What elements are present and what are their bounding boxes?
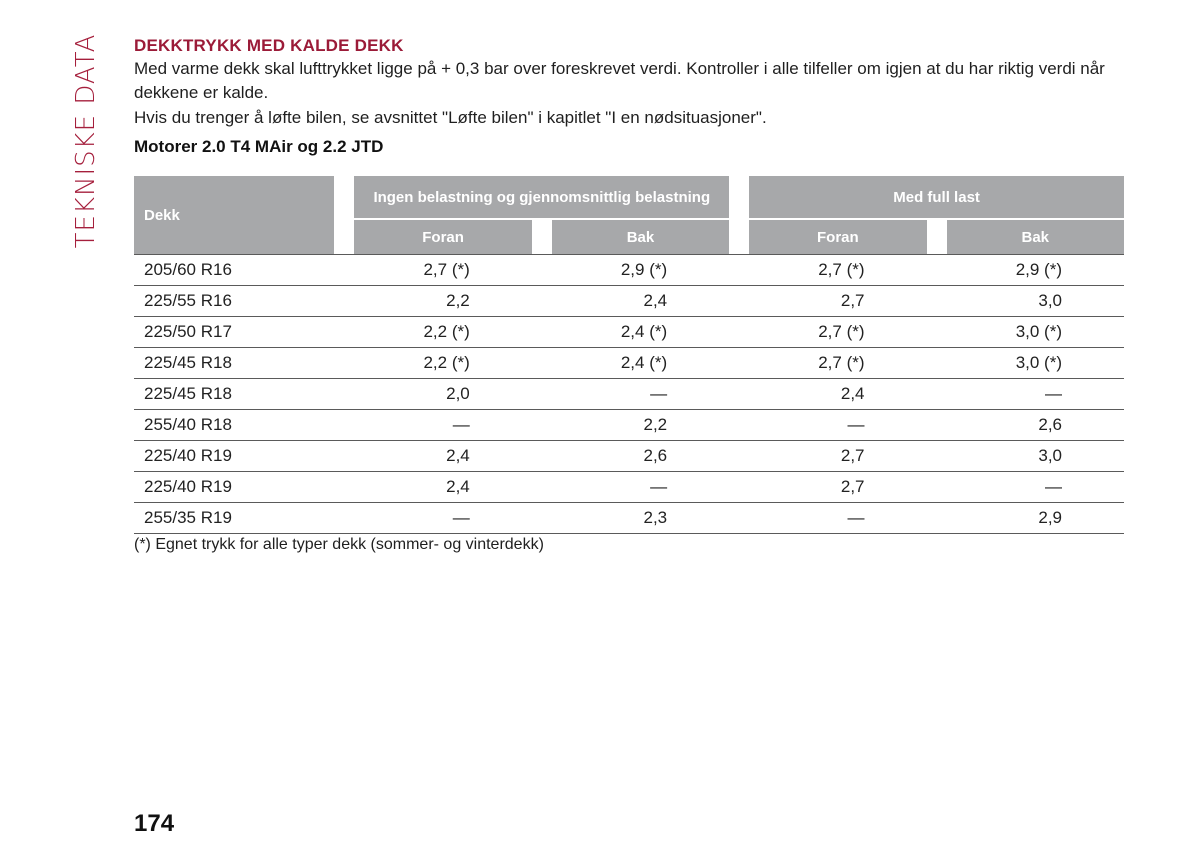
value-cell: 2,2	[552, 410, 729, 441]
value-cell: 2,9	[947, 503, 1124, 534]
table-header-row	[134, 176, 1124, 220]
value-cell: 2,2 (*)	[354, 317, 531, 348]
value-cell: 3,0 (*)	[947, 317, 1124, 348]
table-row	[134, 317, 1124, 348]
value-cell: —	[552, 379, 729, 410]
paragraph-lift-car: Hvis du trenger å løfte bilen, se avsnittet "Løfte bilen" i kapitlet "I en nødsituasjoner".	[134, 108, 767, 127]
value-cell: —	[947, 472, 1124, 503]
table-row	[134, 441, 1124, 472]
table-row	[134, 410, 1124, 441]
value-cell: —	[749, 503, 926, 534]
value-cell: 2,9 (*)	[552, 254, 729, 286]
value-cell: 2,6	[552, 441, 729, 472]
value-cell: 2,7	[749, 286, 926, 317]
engine-subheading: Motorer 2.0 T4 MAir og 2.2 JTD	[134, 137, 384, 156]
paragraph-warm-tires: Med varme dekk skal lufttrykket ligge på + 0,3 bar over foreskrevet verdi. Kontroller i alle tilfeller om igjen at du har riktig verdi når dekkene er kalde.	[134, 59, 1105, 102]
subheader-front: Foran	[354, 220, 531, 254]
value-cell: 2,2 (*)	[354, 348, 531, 379]
value-cell: 2,2	[354, 286, 531, 317]
section-side-tab	[66, 33, 106, 249]
table-row	[134, 379, 1124, 410]
value-cell: 2,7	[749, 441, 926, 472]
table-row	[134, 286, 1124, 317]
tire-size-cell: 255/40 R18	[134, 410, 354, 441]
page-number: 174	[134, 810, 175, 837]
tire-size-cell: 225/45 R18	[134, 348, 354, 379]
value-cell: 2,4 (*)	[552, 348, 729, 379]
value-cell: 2,3	[552, 503, 729, 534]
tire-size-cell: 225/55 R16	[134, 286, 354, 317]
tire-size-cell: 255/35 R19	[134, 503, 354, 534]
tire-size-cell: 205/60 R16	[134, 254, 354, 286]
value-cell: —	[749, 410, 926, 441]
value-cell: 2,9 (*)	[947, 254, 1124, 286]
value-cell: 2,6	[947, 410, 1124, 441]
value-cell: 2,0	[354, 379, 531, 410]
value-cell: —	[354, 410, 531, 441]
value-cell: 3,0	[947, 286, 1124, 317]
value-cell: —	[552, 472, 729, 503]
value-cell: 2,4	[354, 441, 531, 472]
subheader-rear: Bak	[947, 220, 1124, 254]
value-cell: 2,4 (*)	[552, 317, 729, 348]
header-spacer	[729, 176, 749, 254]
section-heading: DEKKTRYKK MED KALDE DEKK	[134, 36, 404, 55]
value-cell: 2,4	[749, 379, 926, 410]
value-cell: 2,4	[552, 286, 729, 317]
group-header-normal-load: Ingen belastning og gjennomsnittlig belastning	[354, 176, 729, 220]
group-header-full-load: Med full last	[749, 176, 1124, 220]
subheader-rear: Bak	[552, 220, 729, 254]
value-cell: —	[354, 503, 531, 534]
tire-size-cell: 225/40 R19	[134, 441, 354, 472]
header-spacer	[532, 220, 552, 254]
value-cell: 2,7 (*)	[354, 254, 531, 286]
value-cell: 2,7 (*)	[749, 317, 926, 348]
tire-size-cell: 225/50 R17	[134, 317, 354, 348]
subheader-front: Foran	[749, 220, 926, 254]
value-cell: 2,7	[749, 472, 926, 503]
table-row	[134, 348, 1124, 379]
table-footnote: (*) Egnet trykk for alle typer dekk (sommer- og vinterdekk)	[134, 536, 544, 553]
value-cell: 2,7 (*)	[749, 254, 926, 286]
header-spacer	[927, 220, 947, 254]
header-spacer	[334, 176, 354, 254]
value-cell: 3,0	[947, 441, 1124, 472]
value-cell: 3,0 (*)	[947, 348, 1124, 379]
table-row	[134, 503, 1124, 534]
section-side-tab-label: TEKNISKE DATA	[71, 33, 101, 249]
value-cell: 2,4	[354, 472, 531, 503]
value-cell: —	[947, 379, 1124, 410]
tire-size-cell: 225/45 R18	[134, 379, 354, 410]
table-row	[134, 254, 1124, 286]
tire-size-cell: 225/40 R19	[134, 472, 354, 503]
main-content	[134, 36, 1124, 157]
column-header-tire: Dekk	[134, 176, 334, 254]
value-cell: 2,7 (*)	[749, 348, 926, 379]
table-row	[134, 472, 1124, 503]
tire-pressure-table	[134, 176, 1124, 534]
